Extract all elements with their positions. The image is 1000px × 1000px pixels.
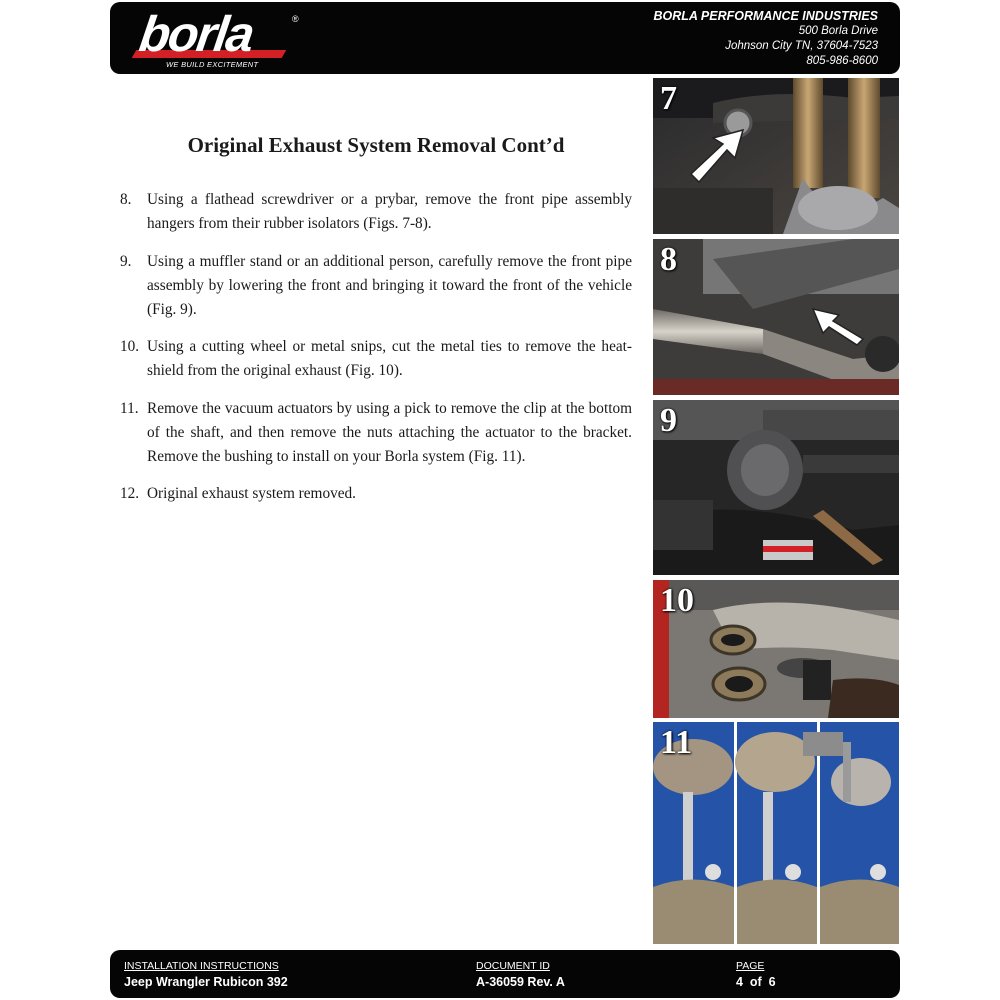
step-number: 11. bbox=[120, 399, 139, 417]
header-bar bbox=[110, 2, 900, 74]
figure-9-photo bbox=[653, 400, 899, 575]
instruction-steps bbox=[120, 188, 632, 520]
figure-label: 11 bbox=[660, 724, 693, 761]
footer-installation bbox=[124, 959, 288, 991]
figure-label: 9 bbox=[660, 402, 677, 439]
figure-11-photo bbox=[653, 722, 899, 944]
step-10 bbox=[120, 335, 632, 383]
footer-docid-value: A-36059 Rev. A bbox=[476, 975, 565, 989]
footer-bar bbox=[110, 950, 900, 998]
footer-page bbox=[736, 959, 776, 991]
figure-10-photo bbox=[653, 580, 899, 718]
step-text: Using a muffler stand or an additional person, carefully remove the front pipe assembly by lowering the front and bringing it toward the front of the vehicle (Fig. 9). bbox=[147, 252, 632, 318]
logo-tagline: WE BUILD EXCITEMENT bbox=[166, 60, 259, 69]
step-number: 9. bbox=[120, 252, 132, 270]
company-address-2: Johnson City TN, 37604-7523 bbox=[725, 40, 878, 52]
company-address-1: 500 Borla Drive bbox=[798, 25, 878, 37]
footer-page-label: PAGE bbox=[736, 960, 765, 972]
footer-page-value: 4 of 6 bbox=[736, 975, 776, 989]
footer-install-label: INSTALLATION INSTRUCTIONS bbox=[124, 960, 279, 972]
company-phone: 805-986-8600 bbox=[806, 55, 878, 67]
step-12 bbox=[120, 482, 632, 506]
figure-7-photo bbox=[653, 78, 899, 234]
page-title: Original Exhaust System Removal Cont’d bbox=[187, 133, 565, 157]
logo-registered-mark: ® bbox=[292, 14, 299, 24]
footer-install-value: Jeep Wrangler Rubicon 392 bbox=[124, 975, 288, 989]
step-text: Using a cutting wheel or metal snips, cut the metal ties to remove the heat-shield from the original exhaust (Fig. 10). bbox=[147, 338, 632, 379]
step-number: 10. bbox=[120, 338, 140, 355]
logo-wordmark: borla bbox=[136, 6, 257, 62]
footer-document-id bbox=[476, 959, 565, 991]
footer-docid-label: DOCUMENT ID bbox=[476, 960, 550, 972]
step-text: Original exhaust system removed. bbox=[147, 485, 357, 502]
step-8 bbox=[120, 188, 632, 236]
figure-label: 8 bbox=[660, 241, 677, 278]
step-text: Remove the vacuum actuators by using a pick to remove the clip at the bottom of the shaft, and then remove the nuts attaching the actuator to the bracket. Remove the bushing to install on your Borla system (Fig. 11). bbox=[147, 399, 632, 465]
step-9 bbox=[120, 250, 632, 322]
step-number: 12. bbox=[120, 485, 140, 502]
step-number: 8. bbox=[120, 191, 132, 208]
step-11 bbox=[120, 397, 632, 469]
figure-label: 7 bbox=[660, 80, 677, 117]
figure-label: 10 bbox=[660, 582, 694, 619]
company-info bbox=[653, 8, 878, 69]
company-name: BORLA PERFORMANCE INDUSTRIES bbox=[653, 9, 878, 23]
step-text: Using a flathead screwdriver or a prybar, remove the front pipe assembly hangers from their rubber isolators (Figs. 7-8). bbox=[147, 191, 632, 232]
borla-logo bbox=[132, 8, 302, 70]
figure-8-photo bbox=[653, 239, 899, 395]
